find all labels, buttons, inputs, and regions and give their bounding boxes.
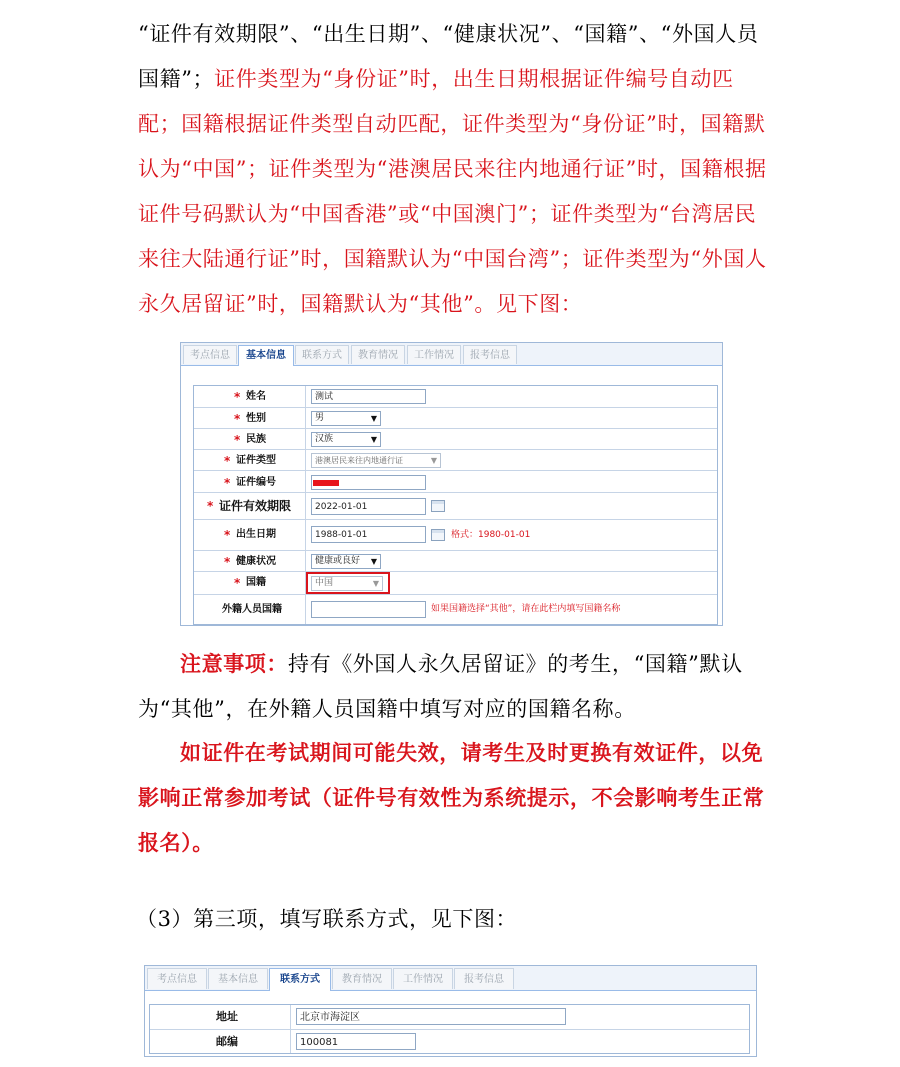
ethnicity-label: 民族 — [246, 434, 266, 445]
id-expiry-label: 证件有效期限 — [219, 499, 292, 513]
row-name — [194, 386, 717, 407]
paragraph-note — [138, 641, 770, 732]
row-id-type — [194, 449, 717, 471]
gender-value: 男 — [315, 413, 325, 423]
calendar-icon[interactable] — [431, 529, 445, 541]
row-ethnicity — [194, 428, 717, 450]
required-marker: * — [224, 454, 231, 468]
gender-select[interactable] — [311, 411, 381, 426]
id-type-select[interactable] — [311, 453, 441, 468]
required-marker: * — [234, 433, 241, 447]
nationality-highlight-box — [306, 572, 390, 594]
ethnicity-value: 汉族 — [315, 434, 334, 444]
basic-info-form — [193, 385, 718, 625]
tab-contact[interactable]: 联系方式 — [269, 968, 331, 991]
required-marker: * — [234, 390, 241, 404]
row-address — [150, 1005, 749, 1029]
tab-contact[interactable]: 联系方式 — [295, 345, 349, 364]
health-value: 健康或良好 — [315, 556, 361, 566]
calendar-icon[interactable] — [431, 500, 445, 512]
tab-work[interactable]: 工作情况 — [407, 345, 461, 364]
required-marker: * — [234, 412, 241, 426]
row-id-expiry — [194, 492, 717, 520]
id-type-label: 证件类型 — [236, 455, 276, 466]
ethnicity-select[interactable] — [311, 432, 381, 447]
birth-date-format-hint: 格式：1980-01-01 — [451, 530, 531, 540]
name-label: 姓名 — [246, 391, 266, 402]
row-foreign-nationality — [194, 594, 717, 625]
foreign-nationality-input[interactable] — [311, 601, 426, 618]
gender-label: 性别 — [246, 413, 266, 424]
tab-basic-info[interactable]: 基本信息 — [238, 345, 294, 366]
address-label: 地址 — [216, 1010, 238, 1023]
row-gender — [194, 407, 717, 429]
tab-education[interactable]: 教育情况 — [332, 968, 392, 989]
chevron-down-icon: ▼ — [430, 456, 437, 465]
tab-education[interactable]: 教育情况 — [351, 345, 405, 364]
tab-basic-info[interactable]: 基本信息 — [208, 968, 268, 989]
note-body: 持有《外国人永久居留证》的考生，“国籍”默认为“其他”，在外籍人员国籍中填写对应的国籍名称。 — [138, 652, 743, 721]
required-marker: * — [207, 499, 214, 513]
contact-form — [149, 1004, 750, 1054]
chevron-down-icon: ▼ — [370, 414, 377, 423]
foreign-nationality-hint: 如果国籍选择“其他”，请在此栏内填写国籍名称 — [431, 604, 621, 614]
tab-exam-site[interactable]: 考点信息 — [147, 968, 207, 989]
tab-application[interactable]: 报考信息 — [454, 968, 514, 989]
chevron-down-icon: ▼ — [370, 557, 377, 566]
birth-date-label: 出生日期 — [236, 529, 276, 540]
redaction-mark — [313, 480, 339, 486]
row-birth-date — [194, 519, 717, 551]
required-marker: * — [224, 528, 231, 542]
tab-bar — [145, 966, 756, 991]
row-nationality — [194, 571, 717, 595]
row-postcode — [150, 1029, 749, 1054]
required-marker: * — [224, 555, 231, 569]
paragraph-nationality-rules — [138, 12, 770, 327]
step3-heading: （3）第三项，填写联系方式，见下图： — [136, 907, 518, 931]
tab-application[interactable]: 报考信息 — [463, 345, 517, 364]
required-marker: * — [224, 476, 231, 490]
address-input[interactable]: 北京市海淀区 — [296, 1008, 566, 1025]
chevron-down-icon: ▼ — [370, 435, 377, 444]
basic-info-form-screenshot — [180, 342, 723, 626]
postcode-input[interactable]: 100081 — [296, 1033, 416, 1050]
note-label: 注意事项： — [180, 651, 288, 676]
nationality-label: 国籍 — [246, 577, 266, 588]
tab-bar — [181, 343, 722, 366]
name-input[interactable]: 测试 — [311, 389, 426, 404]
tab-work[interactable]: 工作情况 — [393, 968, 453, 989]
birth-date-input[interactable]: 1988-01-01 — [311, 526, 426, 543]
paragraph-warning: 如证件在考试期间可能失效，请考生及时更换有效证件，以免影响正常参加考试（证件号有效性为系统提示，不会影响考生正常报名）。 — [138, 740, 765, 855]
tab-exam-site[interactable]: 考点信息 — [183, 345, 237, 364]
paragraph-rules-text: 证件类型为“身份证”时，出生日期根据证件编号自动匹配；国籍根据证件类型自动匹配，证件类型为“身份证”时，国籍默认为“中国”；证件类型为“港澳居民来往内地通行证”时，国籍根据证件号码默认为“中国香港”或“中国澳门”；证件类型为“台湾居民来往大陆通行证”时，国籍默认为“中国台湾”；证件类型为“外国人永久居留证”时，国籍默认为“其他”。见下图： — [138, 67, 767, 316]
required-marker: * — [234, 576, 241, 590]
row-health — [194, 550, 717, 572]
nationality-value: 中国 — [315, 578, 334, 588]
health-label: 健康状况 — [236, 556, 276, 567]
id-expiry-input[interactable]: 2022-01-01 — [311, 498, 426, 515]
postcode-label: 邮编 — [216, 1035, 238, 1048]
id-number-label: 证件编号 — [236, 477, 276, 488]
health-select[interactable] — [311, 554, 381, 569]
chevron-down-icon: ▼ — [372, 579, 379, 588]
row-id-number — [194, 470, 717, 493]
id-type-value: 港澳居民来往内地通行证 — [315, 456, 403, 465]
contact-form-screenshot — [144, 965, 757, 1057]
paragraph-fields-text: “证件有效期限”、“出生日期”、“健康状况”、“国籍”、“外国人员国籍”； — [138, 22, 759, 91]
foreign-nationality-label: 外籍人员国籍 — [222, 604, 282, 615]
